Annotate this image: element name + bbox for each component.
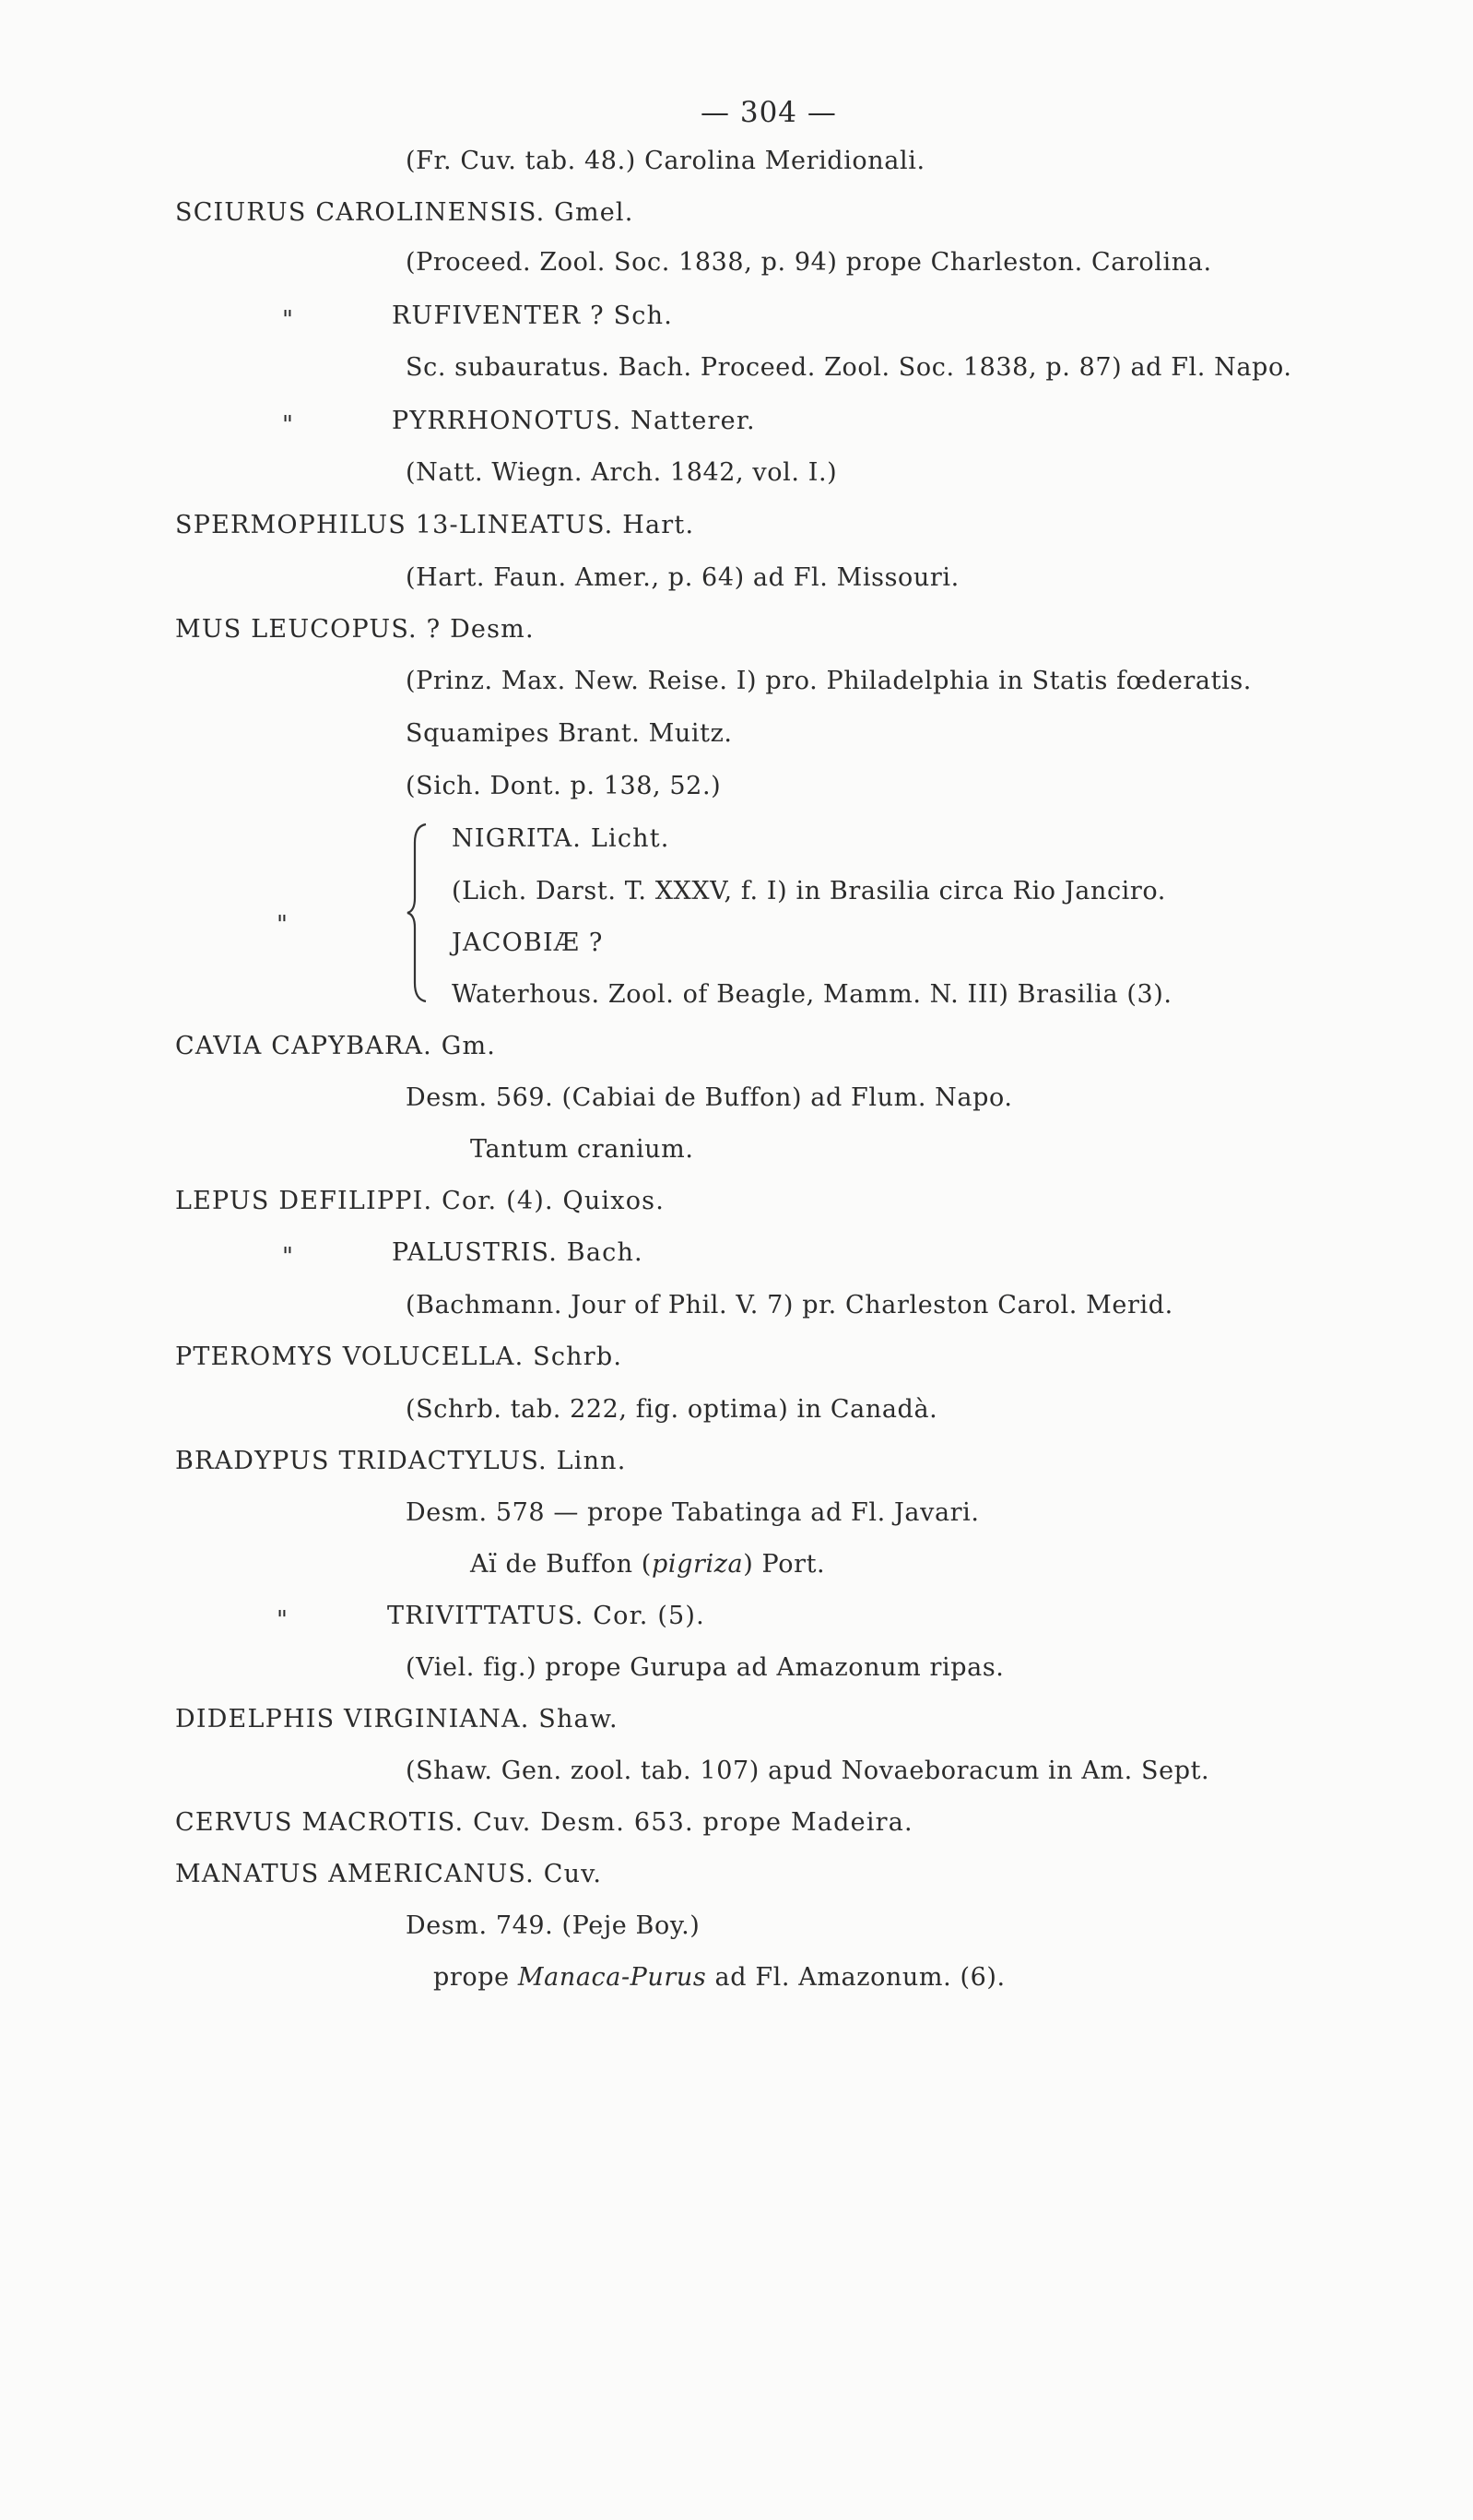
text-line: (Proceed. Zool. Soc. 1838, p. 94) prope Charleston. Carolina. <box>406 248 1212 277</box>
text-fragment: Aï de Buffon ( <box>470 1550 652 1579</box>
text-line: (Viel. fig.) prope Gurupa ad Amazonum ripas. <box>406 1653 1005 1682</box>
species-heading: BRADYPUS TRIDACTYLUS. Linn. <box>175 1447 627 1475</box>
text-line <box>433 1962 1006 1994</box>
text-line: (Shaw. Gen. zool. tab. 107) apud Novaeboracum in Am. Sept. <box>406 1757 1210 1785</box>
text-line: (Natt. Wiegn. Arch. 1842, vol. I.) <box>406 458 838 487</box>
species-heading: MUS LEUCOPUS. ? Desm. <box>175 615 535 644</box>
text-fragment: ) Port. <box>743 1550 826 1579</box>
text-line: (Hart. Faun. Amer., p. 64) ad Fl. Missouri. <box>406 563 960 592</box>
ditto-mark: " <box>282 306 293 334</box>
text-line: Tantum cranium. <box>470 1135 694 1164</box>
species-heading: PTEROMYS VOLUCELLA. Schrb. <box>175 1343 623 1371</box>
text-line: Squamipes Brant. Muitz. <box>406 719 733 748</box>
species-heading: RUFIVENTER ? Sch. <box>392 302 673 330</box>
text-fragment: ad Fl. Amazonum. (6). <box>706 1963 1006 1992</box>
species-heading: MANATUS AMERICANUS. Cuv. <box>175 1860 603 1888</box>
curly-brace <box>406 821 433 1005</box>
text-fragment: prope <box>433 1963 518 1992</box>
text-line: Desm. 578 — prope Tabatinga ad Fl. Javari. <box>406 1498 980 1527</box>
text-line: (Fr. Cuv. tab. 48.) Carolina Meridionali. <box>406 147 925 175</box>
ditto-mark: " <box>282 411 293 439</box>
species-heading: LEPUS DEFILIPPI. Cor. (4). Quixos. <box>175 1187 665 1215</box>
ditto-mark: " <box>282 1243 293 1271</box>
species-heading: SPERMOPHILUS 13-LINEATUS. Hart. <box>175 511 695 539</box>
species-heading: CERVUS MACROTIS. Cuv. Desm. 653. prope Madeira. <box>175 1808 913 1837</box>
text-line <box>470 1549 825 1580</box>
species-heading: PYRRHONOTUS. Natterer. <box>392 407 756 435</box>
text-line: (Sich. Dont. p. 138, 52.) <box>406 772 722 800</box>
species-heading: PALUSTRIS. Bach. <box>392 1238 643 1267</box>
species-heading: DIDELPHIS VIRGINIANA. Shaw. <box>175 1705 619 1733</box>
ditto-mark: " <box>277 1606 288 1634</box>
text-line: Sc. subauratus. Bach. Proceed. Zool. Soc. 1838, p. 87) ad Fl. Napo. <box>406 353 1292 382</box>
text-line: Waterhous. Zool. of Beagle, Mamm. N. III) Brasilia (3). <box>452 980 1173 1009</box>
species-heading: NIGRITA. Licht. <box>452 824 670 853</box>
species-heading: TRIVITTATUS. Cor. (5). <box>387 1602 705 1630</box>
text-line: Desm. 749. (Peje Boy.) <box>406 1911 701 1940</box>
text-line: (Prinz. Max. New. Reise. I) pro. Philadelphia in Statis fœderatis. <box>406 667 1252 695</box>
species-heading: SCIURUS CAROLINENSIS. Gmel. <box>175 198 634 227</box>
text-line: (Lich. Darst. T. XXXV, f. I) in Brasilia circa Rio Janciro. <box>452 877 1166 905</box>
ditto-mark: " <box>277 911 288 939</box>
text-line: Desm. 569. (Cabiai de Buffon) ad Flum. Napo. <box>406 1083 1013 1112</box>
text-line: (Bachmann. Jour of Phil. V. 7) pr. Charleston Carol. Merid. <box>406 1291 1173 1319</box>
page-number: — 304 — <box>701 96 837 129</box>
species-heading: CAVIA CAPYBARA. Gm. <box>175 1032 497 1060</box>
species-heading: JACOBIÆ ? <box>452 929 604 957</box>
italic-term: Manaca-Purus <box>517 1963 707 1992</box>
italic-term: pigriza <box>651 1550 744 1579</box>
text-line: (Schrb. tab. 222, fig. optima) in Canadà. <box>406 1395 938 1424</box>
